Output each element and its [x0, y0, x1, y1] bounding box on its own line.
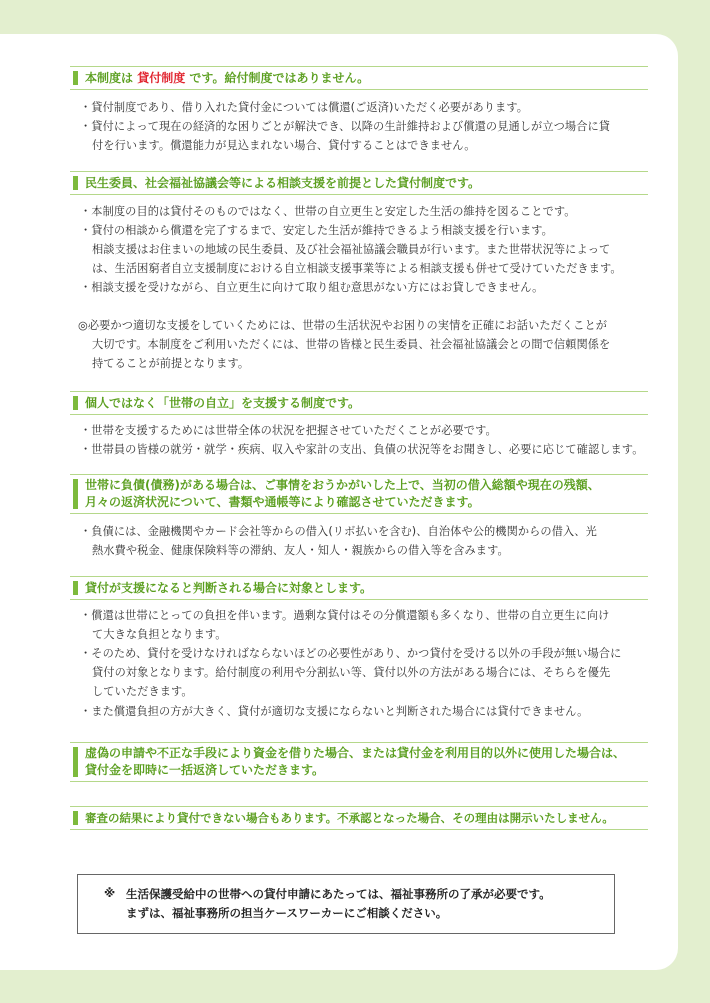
heading-text: 民生委員、社会福祉協議会等による相談支援を前提とした貸付制度です。 [85, 176, 481, 190]
body-line: 持てることが前提となります。 [92, 357, 250, 370]
heading-text: 世帯に負債(債務)がある場合は、ご事情をおうかがいした上で、当初の借入総額や現在の残額、 月々の返済状況について、書類や通帳等により確認させていただきます。 [85, 478, 600, 509]
body-line: ・償還は世帯にとっての負担を伴います。過剰な貸付はその分償還額も多くなり、世帯の自立更生に向け [80, 609, 610, 622]
body-line: 大切です。本制度をご利用いただくには、世帯の皆様と民生委員、社会福祉協議会との間で信頼関係を [92, 338, 611, 351]
notice-box [77, 874, 615, 934]
body-line: て大きな負担となります。 [92, 628, 227, 641]
body-line: 相談支援はお住まいの地域の民生委員、及び社会福祉協議会職員が行います。また世帯状況等によって [92, 243, 611, 256]
heading-text: 個人ではなく「世帯の自立」を支援する制度です。 [85, 396, 361, 410]
body-line: ・世帯員の皆様の就労・就学・疾病、収入や家計の支出、負債の状況等をお聞きし、必要に応じて確認します。 [80, 443, 644, 456]
body-line: ・貸付によって現在の経済的な困りごとが解決でき、以降の生計維持および償還の見通しが立つ場合に貸 [80, 120, 611, 133]
heading-accent-bar [73, 747, 78, 777]
heading-text: 本制度は 貸付制度 です。給付制度ではありません。 [85, 71, 370, 85]
body-line: 熱水費や税金、健康保険料等の滞納、友人・知人・親族からの借入等を含みます。 [92, 544, 509, 557]
body-line: ・本制度の目的は貸付そのものではなく、世帯の自立更生と安定した生活の維持を図ることです。 [80, 205, 576, 218]
body-line: 付を行います。償還能力が見込まれない場合、貸付することはできません。 [92, 139, 476, 152]
heading-accent-bar [73, 479, 78, 509]
notice-line: まずは、福祉事務所の担当ケースワーカーにご相談ください。 [126, 906, 448, 920]
heading-accent-bar [73, 811, 78, 825]
notice-line: 生活保護受給中の世帯への貸付申請にあたっては、福祉事務所の了承が必要です。 [126, 887, 551, 901]
section-heading-loan-system [70, 66, 648, 90]
section-heading-eligibility [70, 576, 648, 600]
body-line: ◎必要かつ適切な支援をしていくためには、世帯の生活状況やお困りの実情を正確にお話いただくことが [78, 319, 608, 332]
body-line: していただきます。 [92, 685, 193, 698]
body-line: ・世帯を支援するためには世帯全体の状況を把握させていただくことが必要です。 [80, 424, 497, 437]
section-heading-household [70, 391, 648, 415]
section-heading-fraud [70, 742, 648, 782]
body-line: ・また償還負担の方が大きく、貸付が適切な支援にならないと判断された場合には貸付できません。 [80, 705, 589, 718]
heading-text: 虚偽の申請や不正な手段により資金を借りた場合、または貸付金を利用目的以外に使用した場合は、 貸付金を即時に一括返済していただきます。 [85, 746, 626, 777]
body-line: ・そのため、貸付を受けなければならないほどの必要性があり、かつ貸付を受ける以外の手段が無い場合に [80, 647, 622, 660]
body-line: 貸付の対象となります。給付制度の利用や分割払い等、貸付以外の方法がある場合には、そちらを優先 [92, 666, 611, 679]
body-line: は、生活困窮者自立支援制度における自立相談支援事業等による相談支援も併せて受けていただきます。 [92, 262, 622, 275]
section-heading-screening [70, 806, 648, 830]
heading-text: 貸付が支援になると判断される場合に対象とします。 [85, 581, 373, 595]
section-heading-debt [70, 474, 648, 514]
heading-accent-bar [73, 71, 78, 85]
heading-accent-bar [73, 176, 78, 190]
heading-accent-bar [73, 581, 78, 595]
body-line: ・貸付制度であり、借り入れた貸付金については償還(ご返済)いただく必要があります。 [80, 101, 529, 114]
body-line: ・負債には、金融機関やカード会社等からの借入(リボ払いを含む)、自治体や公的機関からの借入、光 [80, 525, 597, 538]
notice-mark: ※ [104, 886, 116, 900]
heading-accent-bar [73, 396, 78, 410]
section-heading-consultation [70, 171, 648, 195]
body-line: ・貸付の相談から償還を完了するまで、安定した生活が維持できるよう相談支援を行います。 [80, 224, 553, 237]
body-line: ・相談支援を受けながら、自立更生に向けて取り組む意思がない方にはお貸しできません。 [80, 281, 544, 294]
heading-text: 審査の結果により貸付できない場合もあります。不承認となった場合、その理由は開示いたしません。 [85, 811, 614, 825]
